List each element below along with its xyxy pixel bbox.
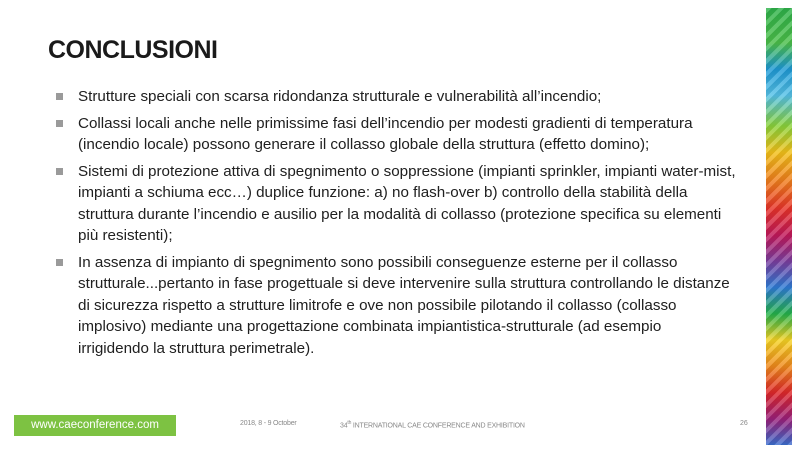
bullet-item [56, 113, 736, 156]
bullet-item [56, 86, 736, 108]
square-bullet-icon [56, 93, 63, 100]
bullet-text: Strutture speciali con scarsa ridondanza strutturale e vulnerabilità all’incendio; [78, 88, 602, 105]
square-bullet-icon [56, 259, 63, 266]
page-number: 26 [740, 420, 748, 427]
website-link[interactable]: www.caeconference.com [14, 415, 176, 436]
bullet-text: Sistemi di protezione attiva di spegnimento o soppressione (impianti sprinkler, impianti water-mist, impianti a schiuma ecc…) duplice funzione: a) no flash-over b) controllo della stabilità della struttura durante l’incendio e ausilio per la modalità di collasso (protezione specifica su elementi più resistenti); [78, 162, 736, 244]
conference-ordinal: th [347, 420, 352, 426]
conference-name [340, 420, 525, 429]
conference-number: 34 [340, 422, 348, 430]
decorative-strip-texture [766, 8, 792, 445]
bullet-list [56, 86, 736, 364]
square-bullet-icon [56, 168, 63, 175]
slide-title: CONCLUSIONI [48, 36, 218, 64]
bullet-item [56, 252, 736, 360]
bullet-item [56, 161, 736, 247]
conference-title: INTERNATIONAL CAE CONFERENCE AND EXHIBITION [351, 422, 525, 430]
square-bullet-icon [56, 120, 63, 127]
bullet-text: In assenza di impianto di spegnimento sono possibili conseguenze esterne per il collasso strutturale...pertanto in fase progettuale si deve intervenire sulla struttura controllando le distanze di sicurezza rispetto a strutture limitrofe e ove non possibile pilotando il collasso (collasso implosivo) mediante una progettazione combinata impiantistica-strutturale (ad esempio irrigidendo la struttura perimetrale). [78, 253, 730, 357]
bullet-text: Collassi locali anche nelle primissime fasi dell’incendio per modesti gradienti di temperatura (incendio locale) possono generare il collasso globale della struttura (effetto domino); [78, 114, 693, 153]
conference-date: 2018, 8 - 9 October [240, 420, 297, 427]
